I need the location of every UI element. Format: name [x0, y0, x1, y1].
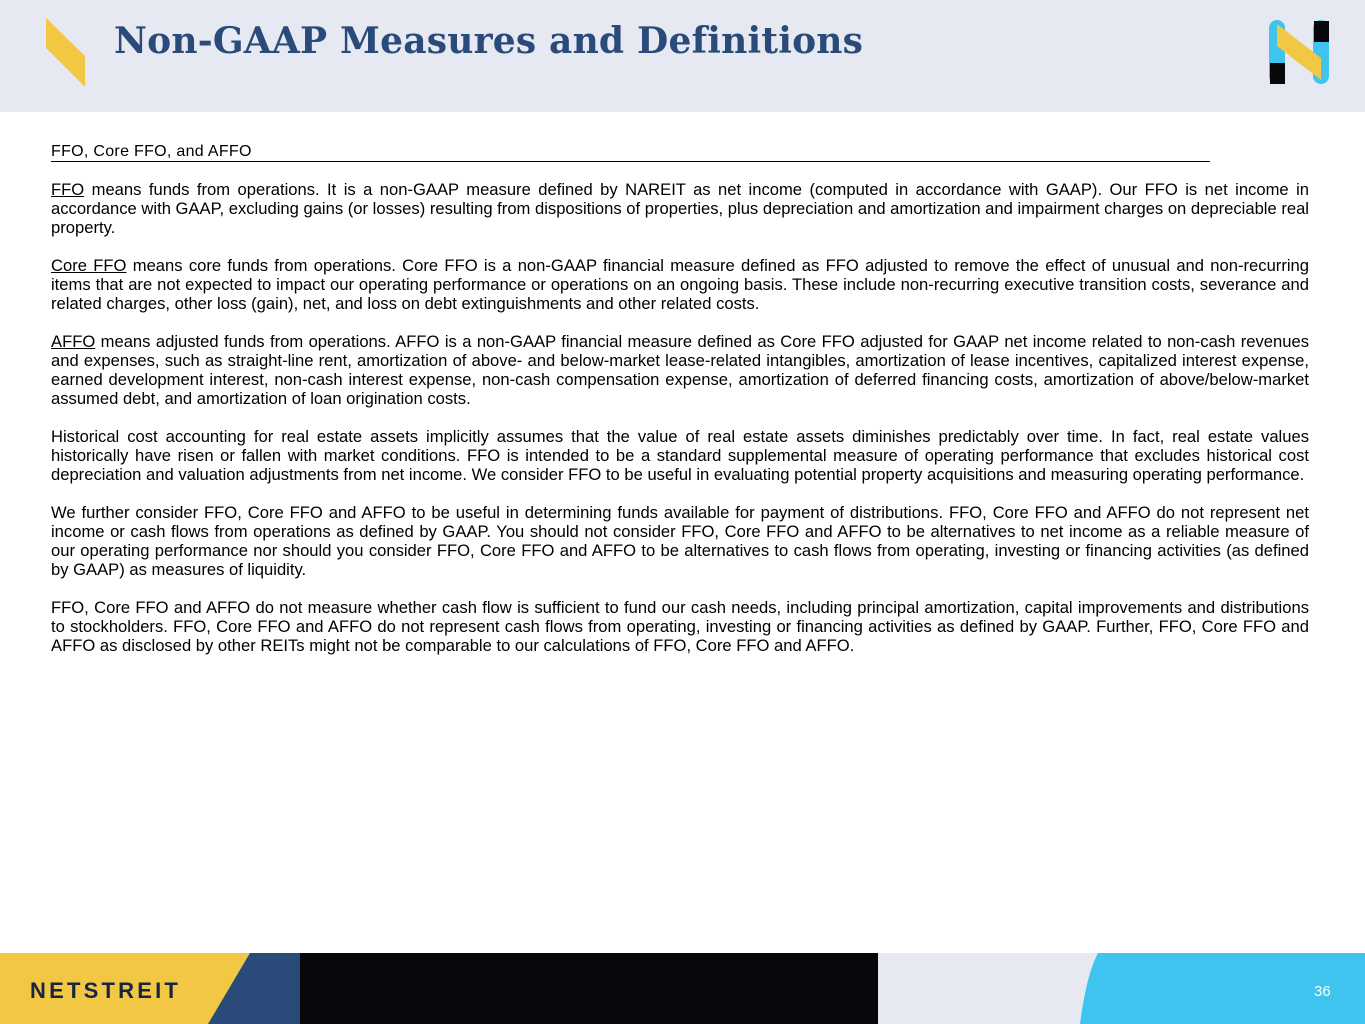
affo-term: AFFO	[51, 332, 96, 351]
definitions-content	[51, 142, 1309, 674]
ffo-term: FFO	[51, 180, 85, 199]
page-title: Non-GAAP Measures and Definitions	[114, 20, 864, 62]
ffo-definition	[51, 180, 1309, 237]
yellow-chevron-icon	[46, 18, 86, 88]
slide-footer	[0, 953, 1365, 1024]
core-ffo-definition-text: means core funds from operations. Core FFO is a non-GAAP financial measure defined as FFO adjusted to remove the effect of unusual and non-recurring items that are not expected to impact our operating performance or operations on an ongoing basis. These include non-recurring executive transition costs, severance and related charges, other loss (gain), net, and loss on debt extinguishments and other related costs.	[51, 256, 1309, 313]
core-ffo-definition	[51, 256, 1309, 313]
core-ffo-term: Core FFO	[51, 256, 127, 275]
netstreit-logo-icon	[1269, 20, 1331, 86]
slide-header	[0, 0, 1365, 112]
ffo-definition-text: means funds from operations. It is a non-GAAP measure defined by NAREIT as net income (computed in accordance with GAAP). Our FFO is net income in accordance with GAAP, excluding gains (or losses) resulting from dispositions of properties, plus depreciation and amortization and impairment charges on depreciable real property.	[51, 180, 1309, 237]
affo-definition	[51, 332, 1309, 408]
netstreit-wordmark: NETSTREIT	[30, 978, 182, 1003]
section-heading: FFO, Core FFO, and AFFO	[51, 142, 1210, 162]
page-number: 36	[1314, 983, 1331, 1000]
footer-band-graphic	[0, 953, 1365, 1024]
affo-definition-text: means adjusted funds from operations. AFFO is a non-GAAP financial measure defined as Core FFO adjusted for GAAP net income related to non-cash revenues and expenses, such as straight-line rent, amortization of above- and below-market lease-related intangibles, amortization of lease incentives, capitalized interest expense, earned development interest, non-cash interest expense, non-cash compensation expense, amortization of deferred financing costs, amortization of above/below-market assumed debt, and amortization of loan origination costs.	[51, 332, 1309, 408]
usefulness-paragraph: We further consider FFO, Core FFO and AFFO to be useful in determining funds available for payment of distributions. FFO, Core FFO and AFFO do not represent net income or cash flows from operations as defined by GAAP. You should not consider FFO, Core FFO and AFFO to be alternatives to net income as a reliable measure of our operating performance nor should you consider FFO, Core FFO and AFFO to be alternatives to cash flows from operating, investing or financing activities (as defined by GAAP) as measures of liquidity.	[51, 503, 1309, 579]
limitations-paragraph: FFO, Core FFO and AFFO do not measure whether cash flow is sufficient to fund our cash needs, including principal amortization, capital improvements and distributions to stockholders. FFO, Core FFO and AFFO do not represent cash flows from operating, investing or financing activities as defined by GAAP. Further, FFO, Core FFO and AFFO as disclosed by other REITs might not be comparable to our calculations of FFO, Core FFO and AFFO.	[51, 598, 1309, 655]
historical-cost-paragraph: Historical cost accounting for real estate assets implicitly assumes that the value of real estate assets diminishes predictably over time. In fact, real estate values historically have risen or fallen with market conditions. FFO is intended to be a standard supplemental measure of operating performance that excludes historical cost depreciation and valuation adjustments from net income. We consider FFO to be useful in evaluating potential property acquisitions and measuring operating performance.	[51, 427, 1309, 484]
